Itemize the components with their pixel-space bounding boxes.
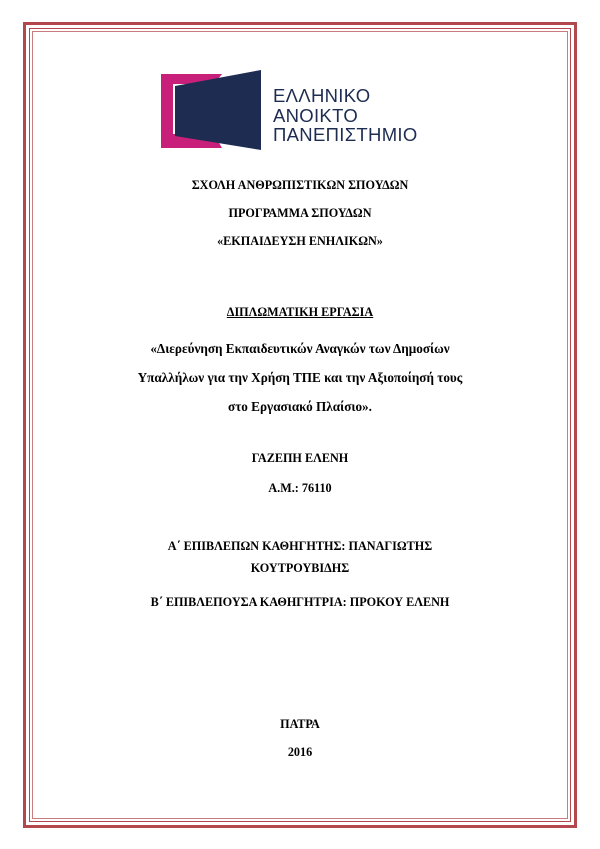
author-name: ΓΑΖΕΠΗ ΕΛΕΝΗ xyxy=(251,451,349,465)
logo-line-3: ΠΑΝΕΠΙΣΤΗΜΙΟ xyxy=(273,124,418,145)
logo-wordmark xyxy=(273,86,418,145)
thesis-label-text: ΔΙΠΛΩΜΑΤΙΚΗ ΕΡΓΑΣΙΑ xyxy=(226,305,374,319)
supervisor-a-line-1: Α΄ ΕΠΙΒΛΕΠΩΝ ΚΑΘΗΓΗΤΗΣ: ΠΑΝΑΓΙΩΤΗΣ xyxy=(167,539,433,553)
program-title: «ΕΚΠΑΙΔΕΥΣΗ ΕΝΗΛΙΚΩΝ» xyxy=(217,234,383,248)
supervisor-a-line-2: ΚΟΥΤΡΟΥΒΙΔΗΣ xyxy=(250,561,350,575)
school-name: ΣΧΟΛΗ ΑΝΘΡΩΠΙΣΤΙΚΩΝ ΣΠΟΥΔΩΝ xyxy=(191,178,409,192)
author-id: Α.Μ.: 76110 xyxy=(268,481,332,495)
year: 2016 xyxy=(287,745,313,759)
logo-line-2: ΑΝΟΙΚΤΟ xyxy=(273,104,359,126)
thesis-label xyxy=(60,305,540,320)
supervisor-b: Β΄ ΕΠΙΒΛΕΠΟΥΣΑ ΚΑΘΗΓΗΤΡΙΑ: ΠΡΟΚΟΥ ΕΛΕΝΗ xyxy=(150,595,450,609)
thesis-title-line-3: στο Εργασιακό Πλαίσιο». xyxy=(228,399,372,414)
program-name: ΠΡΟΓΡΑΜΜΑ ΣΠΟΥΔΩΝ xyxy=(228,206,372,220)
logo-line-1: ΕΛΛΗΝΙΚΟ xyxy=(273,85,371,106)
city: ΠΑΤΡΑ xyxy=(280,717,320,731)
thesis-title-line-1: «Διερεύνηση Εκπαιδευτικών Αναγκών των Δημοσίων xyxy=(150,341,450,356)
thesis-title-line-2: Υπαλλήλων για την Χρήση ΤΠΕ και την Αξιοποίησή τους xyxy=(137,370,463,385)
